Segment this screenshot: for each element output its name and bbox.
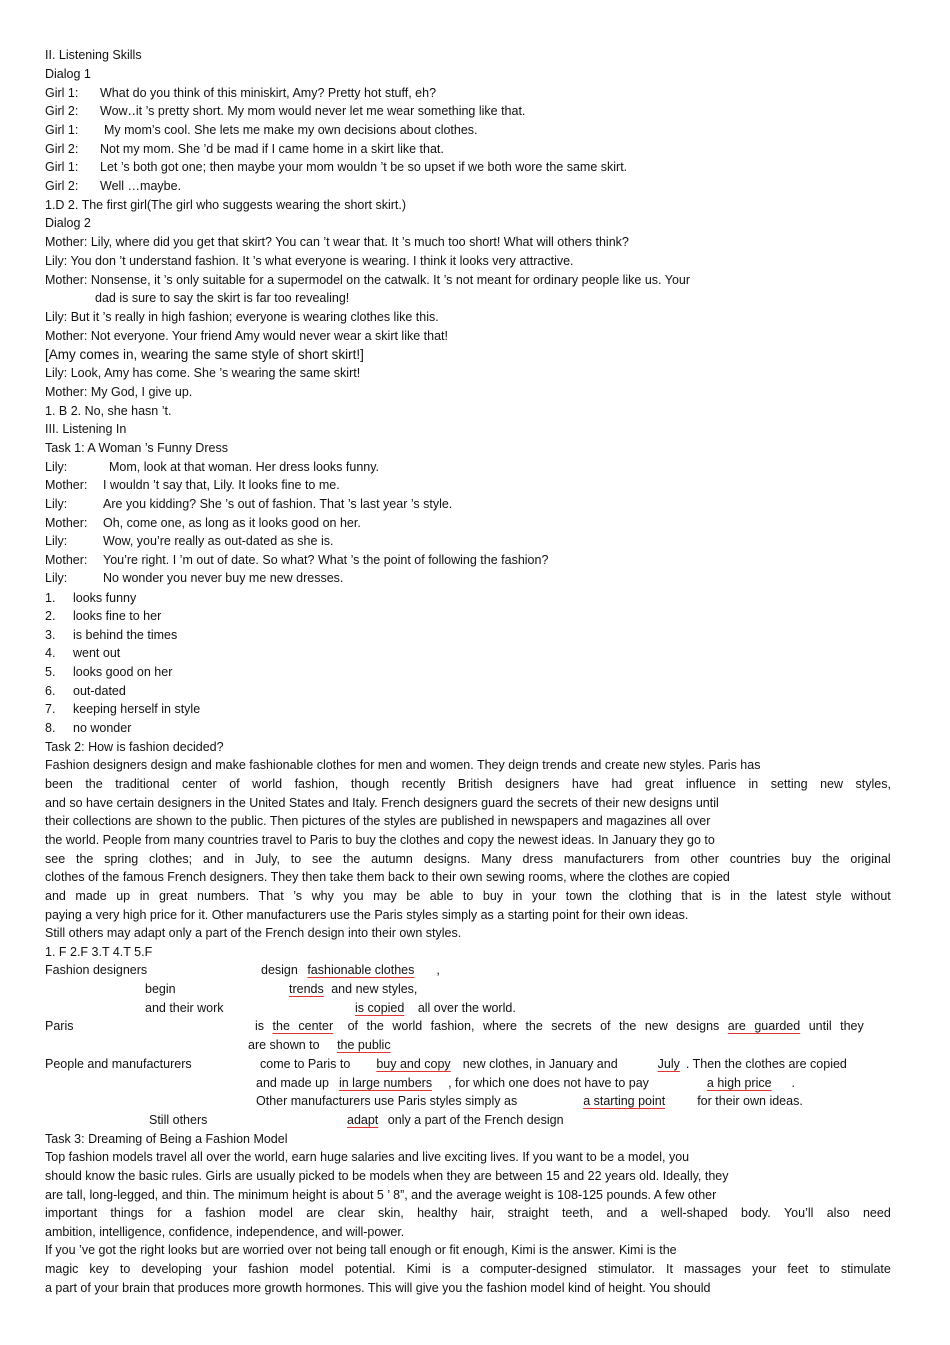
speech: Mom, look at that woman. Her dress looks funny.	[109, 460, 380, 474]
summary-word: , for which one does not have to pay	[448, 1076, 649, 1090]
word: need	[862, 1206, 891, 1220]
word: fashion	[248, 1262, 289, 1276]
word: a	[461, 1262, 469, 1276]
summary-punct: ,	[436, 963, 440, 977]
word: have	[571, 777, 599, 791]
dialog-line	[45, 459, 379, 475]
word: without	[851, 889, 891, 903]
word: stimulator.	[598, 1262, 655, 1276]
fill-in-answer: is copied	[355, 1001, 405, 1015]
word: to	[462, 889, 474, 903]
word: your	[531, 889, 557, 903]
dialog-line	[45, 515, 361, 531]
list-item	[45, 701, 200, 717]
paragraph-line: clothes of the famous French designers. They then take them back to their own sewing rooms, where the clothes are copied	[45, 870, 730, 884]
speech: Oh, come one, as long as it looks good on her.	[103, 516, 361, 530]
paragraph-line: should know the basic rules. Girls are usually picked to be models when they are between 15 and 22 years old. Ideally, they	[45, 1169, 729, 1183]
fill-in-answer: are guarded	[727, 1019, 801, 1033]
dialog-line: Mother: My God, I give up.	[45, 385, 193, 399]
dialog-line: Lily: You don ’t understand fashion. It ’s what everyone is wearing. I think it looks very attractive.	[45, 254, 574, 268]
section-heading: II. Listening Skills	[45, 48, 142, 62]
word: autumn	[371, 852, 413, 866]
word: clothes;	[149, 852, 193, 866]
word: style	[815, 889, 842, 903]
list-text: is behind the times	[73, 628, 178, 642]
word: up	[116, 889, 131, 903]
speech: Wow‥it ’s pretty short. My mom would never let me wear something like that.	[100, 104, 526, 118]
dialog-line: Lily: Look, Amy has come. She ’s wearing the same skirt!	[45, 366, 361, 380]
word: the	[601, 889, 620, 903]
dialog-line	[45, 85, 436, 101]
paragraph-line: are tall, long-legged, and thin. The minimum height is about 5 ’ 8”, and the average weight is 108-125 pounds. A few other	[45, 1188, 717, 1202]
summary-word: new clothes, in January and	[462, 1057, 618, 1071]
speech: Well …maybe.	[100, 179, 182, 193]
section-heading: III. Listening In	[45, 422, 127, 436]
word: other	[690, 852, 719, 866]
list-number: 2.	[45, 609, 56, 623]
word: massages	[684, 1262, 741, 1276]
word: Many	[481, 852, 512, 866]
list-item	[45, 590, 136, 606]
word: is	[441, 1262, 451, 1276]
word: clear	[337, 1206, 365, 1220]
paragraph-line: ambition, intelligence, confidence, independence, and will-power.	[45, 1225, 405, 1239]
speech: Wow, you’re really as out-dated as she is.	[103, 534, 334, 548]
word: great	[158, 889, 188, 903]
dialog-line	[45, 141, 444, 157]
summary-word: for their own ideas.	[697, 1094, 803, 1108]
list-item	[45, 664, 172, 680]
word: magic	[45, 1262, 79, 1276]
speech: I wouldn ’t say that, Lily. It looks fine to me.	[103, 478, 340, 492]
speaker: Lily:	[45, 460, 68, 474]
word: manufacturers	[563, 852, 644, 866]
task-title: Task 2: How is fashion decided?	[45, 740, 224, 754]
dialog-line: Mother: Nonsense, it ’s only suitable for a supermodel on the catwalk. It ’s not meant for ordinary people like us. Your	[45, 273, 691, 287]
speaker: Girl 1:	[45, 160, 79, 174]
word: British	[457, 777, 493, 791]
word: the	[749, 889, 767, 903]
word: important	[45, 1206, 98, 1220]
list-number: 4.	[45, 646, 56, 660]
word: been	[45, 777, 73, 791]
word: able	[429, 889, 454, 903]
fill-in-answer: buy and copy	[376, 1057, 451, 1071]
word: see	[312, 852, 333, 866]
list-number: 6.	[45, 684, 56, 698]
word: is	[711, 889, 721, 903]
dialog-line	[45, 533, 333, 549]
word: original	[850, 852, 891, 866]
word: straight	[507, 1206, 549, 1220]
speaker: Girl 2:	[45, 142, 79, 156]
word: model	[299, 1262, 334, 1276]
word: clothing	[628, 889, 672, 903]
word: that	[681, 889, 703, 903]
paragraph-line	[45, 1261, 891, 1277]
word: things	[110, 1206, 144, 1220]
word: a	[185, 1206, 192, 1220]
paragraph-line	[45, 888, 891, 904]
word: stimulate	[840, 1262, 891, 1276]
summary-word: and new styles,	[331, 982, 418, 996]
word: designs.	[423, 852, 471, 866]
speaker: Lily:	[45, 534, 68, 548]
word: Kimi	[406, 1262, 431, 1276]
summary-label: and their work	[145, 1001, 224, 1015]
summary-text	[355, 1000, 516, 1016]
word: of	[229, 777, 240, 791]
dialog-line	[45, 122, 478, 138]
list-number: 8.	[45, 721, 56, 735]
word: potential.	[344, 1262, 396, 1276]
word: traditional	[115, 777, 170, 791]
word: developing	[141, 1262, 202, 1276]
word: be	[406, 889, 421, 903]
speaker: Girl 2:	[45, 104, 79, 118]
summary-text	[261, 962, 440, 978]
speech: What do you think of this miniskirt, Amy? Pretty hot stuff, eh?	[100, 86, 437, 100]
word: to	[290, 852, 302, 866]
dialog-line: Lily: But it ’s really in high fashion; everyone is wearing clothes like this.	[45, 310, 439, 324]
word: to	[819, 1262, 830, 1276]
word: to	[119, 1262, 131, 1276]
summary-word: of the world fashion, where the secrets of the new designs	[347, 1019, 720, 1033]
word: and	[606, 1206, 628, 1220]
list-item	[45, 627, 177, 643]
word: and	[202, 852, 224, 866]
summary-text	[289, 981, 417, 997]
word: That	[258, 889, 284, 903]
list-text: went out	[73, 646, 121, 660]
word: latest	[776, 889, 807, 903]
word: ’s	[293, 889, 303, 903]
dialog-line	[45, 178, 181, 194]
dialog-line	[45, 496, 452, 512]
list-text: looks funny	[73, 591, 137, 605]
fill-in-answer: the center	[272, 1019, 334, 1033]
summary-text	[347, 1112, 564, 1128]
summary-word: are shown to	[248, 1038, 320, 1052]
paragraph-line: and so have certain designers in the United States and Italy. French designers guard the secrets of their new designs until	[45, 796, 719, 810]
list-item	[45, 608, 161, 624]
word: feet	[787, 1262, 809, 1276]
speech: My mom’s cool. She lets me make my own decisions about clothes.	[104, 123, 478, 137]
task-title: Task 3: Dreaming of Being a Fashion Model	[45, 1132, 288, 1146]
summary-label: Paris	[45, 1019, 74, 1033]
word: numbers.	[197, 889, 250, 903]
fill-in-answer: July	[657, 1057, 680, 1071]
stage-direction: [Amy comes in, wearing the same style of short skirt!]	[45, 347, 364, 362]
word: your	[752, 1262, 777, 1276]
word: key	[89, 1262, 109, 1276]
speaker: Girl 2:	[45, 179, 79, 193]
word: teeth,	[561, 1206, 594, 1220]
word: and	[45, 889, 66, 903]
word: center	[181, 777, 217, 791]
summary-word: come to Paris to	[260, 1057, 351, 1071]
word: world	[252, 777, 283, 791]
dialog-line	[45, 552, 548, 568]
word: dress	[522, 852, 554, 866]
answer-line: 1. F 2.F 3.T 4.T 5.F	[45, 945, 153, 959]
word: your	[212, 1262, 238, 1276]
fill-in-answer: adapt	[347, 1113, 379, 1127]
word: made	[75, 889, 107, 903]
fill-in-answer: trends	[289, 982, 324, 996]
paragraph-line: paying a very high price for it. Other manufacturers use the Paris styles simply as a starting point for their own ideas.	[45, 908, 689, 922]
list-text: out-dated	[73, 684, 126, 698]
fill-in-answer: fashionable clothes	[307, 963, 415, 977]
word: influence	[685, 777, 736, 791]
speech: Let ’s both got one; then maybe your mom wouldn ’t be so upset if we both wore the same skirt.	[100, 160, 628, 174]
summary-word: only a part of the French design	[387, 1113, 564, 1127]
fill-in-answer: a high price	[706, 1076, 772, 1090]
dialog-line	[45, 477, 340, 493]
word: spring	[104, 852, 139, 866]
speaker: Mother:	[45, 516, 88, 530]
list-item	[45, 683, 126, 699]
summary-word: Other manufacturers use Paris styles simply as	[256, 1094, 518, 1108]
word: body.	[741, 1206, 771, 1220]
dialog-line	[45, 570, 343, 586]
word: model	[258, 1206, 293, 1220]
word: in	[748, 777, 759, 791]
word: had	[611, 777, 633, 791]
dialog-line	[45, 103, 525, 119]
list-text: looks fine to her	[73, 609, 162, 623]
list-item	[45, 645, 120, 661]
summary-text	[260, 1056, 847, 1072]
speaker: Mother:	[45, 553, 88, 567]
word: may	[373, 889, 397, 903]
word: fashion	[205, 1206, 246, 1220]
summary-word: . Then the clothes are copied	[685, 1057, 847, 1071]
speaker: Mother:	[45, 478, 88, 492]
paragraph-line: Top fashion models travel all over the world, earn huge salaries and live exciting lives. If you want to be a model, you	[45, 1150, 690, 1164]
word: from	[654, 852, 680, 866]
word: the	[822, 852, 840, 866]
word: buy	[791, 852, 812, 866]
paragraph-line: a part of your brain that produces more growth hormones. This will give you the fashion model kind of height. You should	[45, 1281, 711, 1295]
word: the	[85, 777, 103, 791]
word: It	[666, 1262, 673, 1276]
word: town	[565, 889, 593, 903]
summary-word: is	[255, 1019, 265, 1033]
paragraph-line: Still others may adapt only a part of the French design into their own styles.	[45, 926, 462, 940]
list-number: 7.	[45, 702, 56, 716]
word: you	[343, 889, 364, 903]
word: in	[512, 889, 523, 903]
summary-label: Fashion designers	[45, 963, 148, 977]
dialog-line: Mother: Not everyone. Your friend Amy would never wear a skirt like that!	[45, 329, 448, 343]
paragraph-line: If you ’ve got the right looks but are worried over not being tall enough or fit enough, Kimi is the answer. Kimi is the	[45, 1243, 677, 1257]
list-text: no wonder	[73, 721, 132, 735]
word: in	[730, 889, 740, 903]
list-item	[45, 720, 131, 736]
word: a	[640, 1206, 648, 1220]
answer-line: 1.D 2. The first girl(The girl who suggests wearing the short skirt.)	[45, 198, 407, 212]
word: styles,	[855, 777, 891, 791]
summary-text	[248, 1037, 391, 1053]
summary-word: and made up	[256, 1076, 329, 1090]
list-text: looks good on her	[73, 665, 173, 679]
word: are	[306, 1206, 325, 1220]
summary-punct: .	[791, 1076, 796, 1090]
fill-in-answer: a starting point	[583, 1094, 666, 1108]
word: July,	[255, 852, 280, 866]
speech: Are you kidding? She ’s out of fashion. That ’s last year ’s style.	[103, 497, 453, 511]
dialog-title: Dialog 2	[45, 216, 91, 230]
task-title: Task 1: A Woman ’s Funny Dress	[45, 441, 228, 455]
word: why	[311, 889, 334, 903]
dialog-line: Mother: Lily, where did you get that skirt? You can ’t wear that. It ’s much too short! What will others think?	[45, 235, 629, 249]
paragraph-line	[45, 851, 891, 867]
word: hair,	[470, 1206, 495, 1220]
word: also	[826, 1206, 850, 1220]
dialog-line: dad is sure to say the skirt is far too revealing!	[95, 291, 350, 305]
list-number: 1.	[45, 591, 56, 605]
summary-label: People and manufacturers	[45, 1057, 192, 1071]
list-number: 5.	[45, 665, 56, 679]
word: computer-designed	[479, 1262, 587, 1276]
speech: Not my mom. She ’d be mad if I came home in a skirt like that.	[100, 142, 444, 156]
paragraph-line: the world. People from many countries travel to Paris to buy the clothes and copy the newest ideas. In January they go to	[45, 833, 715, 847]
summary-word: design	[261, 963, 298, 977]
dialog-title: Dialog 1	[45, 67, 91, 81]
word: fashion,	[294, 777, 339, 791]
summary-label: begin	[145, 982, 176, 996]
list-number: 3.	[45, 628, 56, 642]
paragraph-line: Fashion designers design and make fashionable clothes for men and women. They deign trends and create new styles. Paris has	[45, 758, 761, 772]
word: setting	[770, 777, 808, 791]
word: buy	[482, 889, 504, 903]
paragraph-line	[45, 1205, 891, 1221]
list-text: keeping herself in style	[73, 702, 201, 716]
word: great	[644, 777, 674, 791]
fill-in-answer: the public	[337, 1038, 391, 1052]
word: the	[75, 852, 94, 866]
word: healthy	[417, 1206, 458, 1220]
speaker: Girl 1:	[45, 86, 79, 100]
word: the	[342, 852, 361, 866]
summary-word: until they	[808, 1019, 864, 1033]
word: You’ll	[783, 1206, 814, 1220]
speaker: Lily:	[45, 497, 68, 511]
summary-word: all over the world.	[417, 1001, 516, 1015]
summary-text	[256, 1075, 795, 1091]
word: see	[45, 852, 66, 866]
summary-text	[255, 1018, 864, 1034]
speech: You’re right. I ’m out of date. So what? What ’s the point of following the fashion?	[103, 553, 549, 567]
word: countries	[729, 852, 781, 866]
word: in	[139, 889, 150, 903]
speaker: Lily:	[45, 571, 68, 585]
word: in	[234, 852, 245, 866]
summary-label: Still others	[149, 1113, 208, 1127]
paragraph-line: their collections are shown to the public. Then pictures of the styles are published in newspapers and magazines all over	[45, 814, 711, 828]
speech: No wonder you never buy me new dresses.	[103, 571, 344, 585]
word: recently	[401, 777, 446, 791]
summary-text	[256, 1093, 803, 1109]
paragraph-line	[45, 776, 891, 792]
dialog-line	[45, 159, 627, 175]
word: for	[157, 1206, 172, 1220]
word: though	[350, 777, 390, 791]
word: well-shaped	[660, 1206, 728, 1220]
answer-line: 1. B 2. No, she hasn ’t.	[45, 404, 172, 418]
word: new	[820, 777, 843, 791]
word: skin,	[378, 1206, 404, 1220]
word: designers	[505, 777, 560, 791]
speaker: Girl 1:	[45, 123, 79, 137]
fill-in-answer: in large numbers	[338, 1076, 433, 1090]
